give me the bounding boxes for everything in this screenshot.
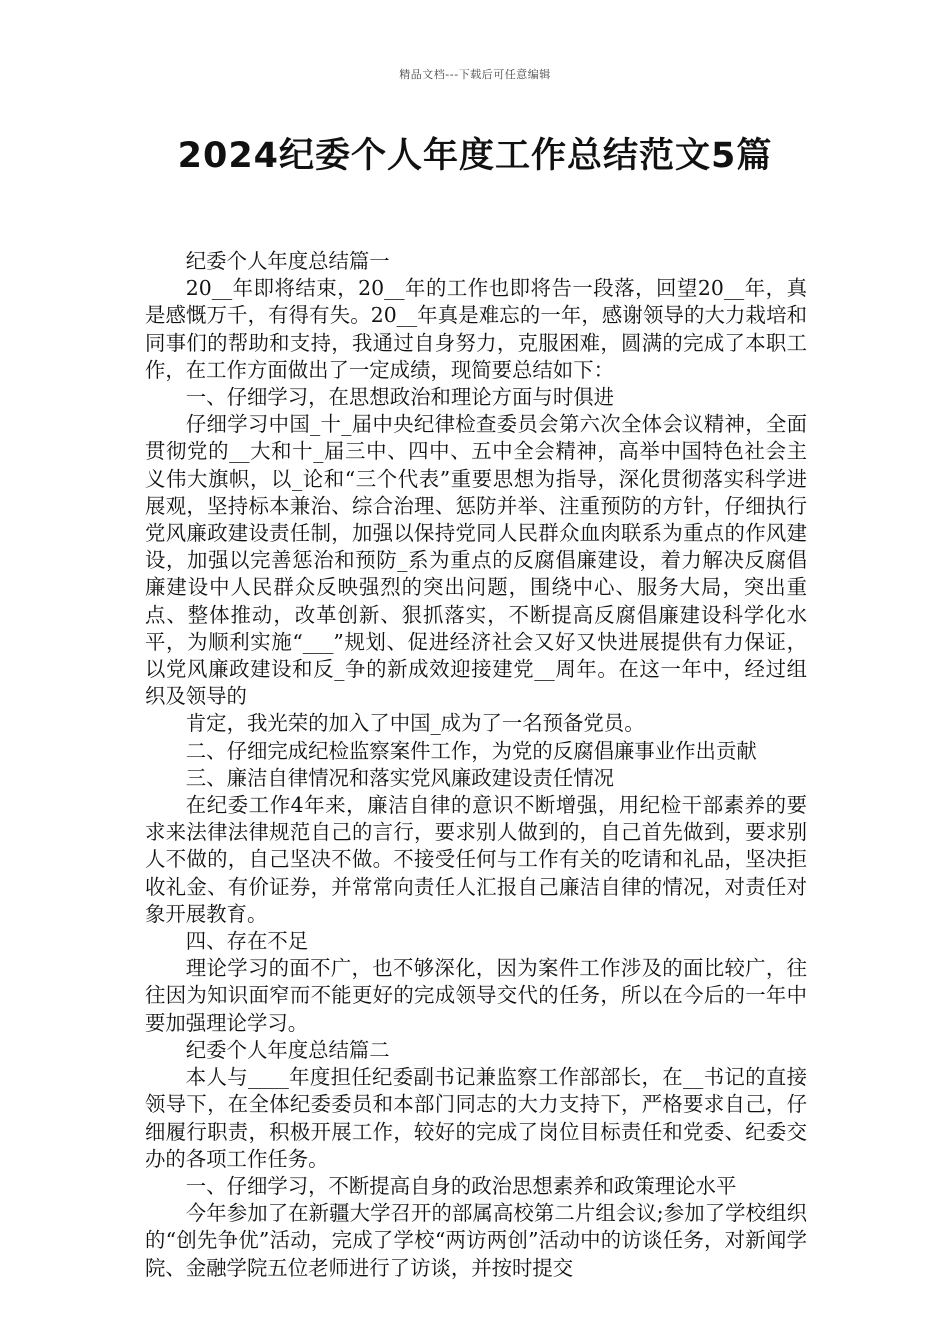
body-paragraph: 本人与____年度担任纪委副书记兼监察工作部部长，在__书记的直接领导下，在全体纪委委员和本部门同志的大力支持下，严格要求自己，仔细履行职责，积极开展工作，较好的完成了岗位目标责任和党委、纪委交办的各项工作任务。 xyxy=(145,1065,807,1171)
section-heading: 纪委个人年度总结篇一 xyxy=(185,249,390,273)
section-heading: 一、仔细学习，在思想政治和理论方面与时俱进 xyxy=(185,385,614,410)
document-body xyxy=(145,248,807,1282)
section-heading: 四、存在不足 xyxy=(185,929,309,954)
header-note: 精品文档---下载后可任意编辑 xyxy=(399,68,551,81)
section-heading: 一、仔细学习，不断提高自身的政治思想素养和政策理论水平 xyxy=(185,1173,737,1198)
body-paragraph: 肯定，我光荣的加入了中国_成为了一名预备党员。 xyxy=(185,711,645,736)
body-paragraph: 今年参加了在新疆大学召开的部属高校第二片组会议;参加了学校组织的“创先争优”活动，完成了学校“两访两创”活动中的访谈任务，对新闻学院、金融学院五位老师进行了访谈，并按时提交 xyxy=(145,1201,807,1280)
body-paragraph: 理论学习的面不广，也不够深化，因为案件工作涉及的面比较广，往往因为知识面窄而不能更好的完成领导交代的任务，所以在今后的一年中要加强理论学习。 xyxy=(145,956,807,1035)
body-paragraph: 20__年即将结束，20__年的工作也即将告一段落，回望20__年，真是感慨万千，有得有失。20__年真是难忘的一年，感谢领导的大力栽培和同事们的帮助和支持，我通过自身努力，克服困难，圆满的完成了本职工作，在工作方面做出了一定成绩，现简要总结如下： xyxy=(145,276,807,382)
body-paragraph: 仔细学习中国_十_届中央纪律检查委员会第六次全体会议精神，全面贯彻党的__大和十_届三中、四中、五中全会精神，高举中国特色社会主义伟大旗帜，以_论和“三个代表”重要思想为指导，深化贯彻落实科学进展观，坚持标本兼治、综合治理、惩防并举、注重预防的方针，仔细执行党风廉政建设责任制，加强以保持党同人民群众血肉联系为重点的作风建设，加强以完善惩治和预防_系为重点的反腐倡廉建设，着力解决反腐倡廉建设中人民群众反映强烈的突出问题，围绕中心、服务大局，突出重点、整体推动，改革创新、狠抓落实，不断提高反腐倡廉建设科学化水平，为顺利实施“___”规划、促进经济社会又好又快进展提供有力保证，以党风廉政建设和反_争的新成效迎接建党__周年。在这一年中，经过组织及领导的 xyxy=(145,412,807,709)
section-heading: 三、廉洁自律情况和落实党风廉政建设责任情况 xyxy=(185,765,614,790)
section-heading: 纪委个人年度总结篇二 xyxy=(185,1037,390,1062)
body-paragraph: 在纪委工作4年来，廉洁自律的意识不断增强，用纪检干部素养的要求来法律法律规范自己的言行，要求别人做到的，自己首先做到，要求别人不做的，自己坚决不做。不接受任何与工作有关的吃请和礼品，坚决拒收礼金、有价证券，并常常向责任人汇报自己廉洁自律的情况，对责任对象开展教育。 xyxy=(145,793,807,926)
document-title: 2024纪委个人年度工作总结范文5篇 xyxy=(177,136,773,176)
section-heading: 二、仔细完成纪检监察案件工作，为党的反腐倡廉事业作出贡献 xyxy=(185,738,757,763)
